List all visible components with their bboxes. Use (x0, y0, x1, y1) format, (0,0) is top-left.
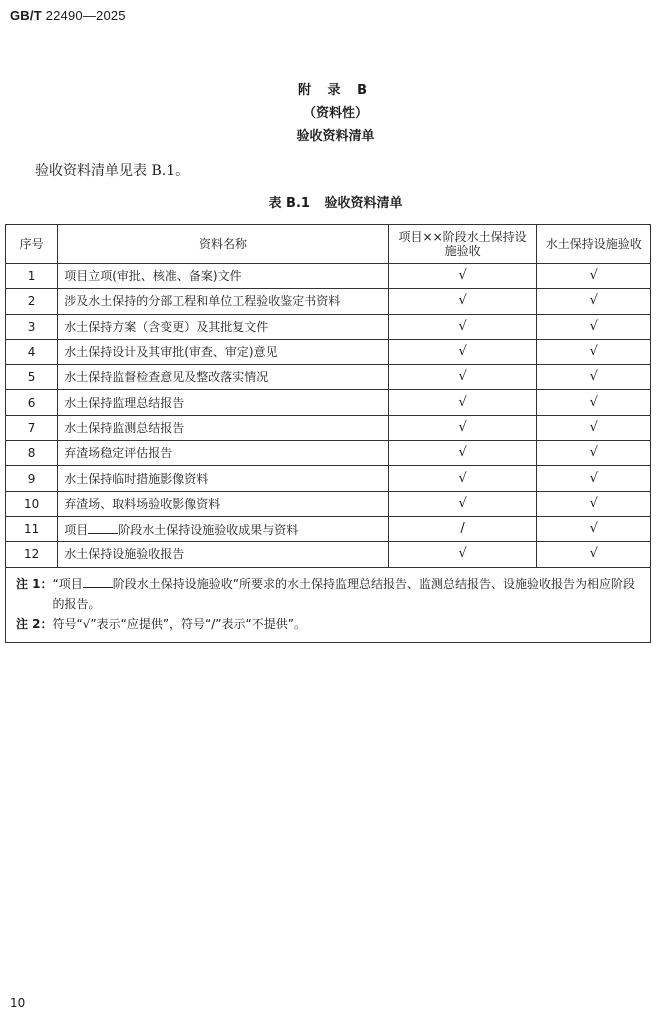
row-name: 弃渣场稳定评估报告 (58, 441, 389, 466)
row-no: 9 (6, 466, 58, 491)
row-stage-mark: √ (388, 289, 537, 314)
row-facility-mark: √ (537, 542, 651, 567)
row-facility-mark: √ (537, 264, 651, 289)
appendix-subtitle: 验收资料清单 (296, 129, 375, 144)
row-name: 水土保持监测总结报告 (58, 415, 389, 440)
table-row (6, 466, 651, 491)
row-stage-mark: √ (388, 390, 537, 415)
standard-code-prefix: GB/T (10, 8, 42, 23)
table-row (6, 542, 651, 567)
note-1-text-after: 阶段水土保持设施验收”所要求的水土保持监理总结报告、监测总结报告、设施验收报告为相应阶段的报告。 (52, 576, 635, 611)
row-name: 水土保持设计及其审批(审查、审定)意见 (58, 339, 389, 364)
row-no: 12 (6, 542, 58, 567)
row-name: 水土保持设施验收报告 (58, 542, 389, 567)
row-facility-mark: √ (537, 339, 651, 364)
row-facility-mark: √ (537, 491, 651, 516)
row-name: 水土保持临时措施影像资料 (58, 466, 389, 491)
row-no: 11 (6, 516, 58, 541)
table-caption-number: 表 B.1 (268, 196, 310, 211)
row-stage-mark: √ (388, 264, 537, 289)
table-caption (0, 192, 671, 211)
row-facility-mark: √ (537, 390, 651, 415)
table-row (6, 339, 651, 364)
table-row (6, 365, 651, 390)
row-stage-mark: √ (388, 339, 537, 364)
row-stage-mark: √ (388, 415, 537, 440)
row-facility-mark: √ (537, 365, 651, 390)
note-2-text: 符号“√”表示“应提供”，符号“/”表示“不提供”。 (52, 616, 306, 631)
row-facility-mark: √ (537, 516, 651, 541)
header-no: 序号 (6, 225, 58, 264)
note-1 (16, 574, 642, 614)
row-no: 8 (6, 441, 58, 466)
table-row (6, 390, 651, 415)
standard-code (10, 8, 126, 23)
note-1-text (53, 574, 642, 614)
blank-underline (83, 576, 113, 588)
note-2-label: 注 2： (16, 616, 53, 631)
row-name: 涉及水土保持的分部工程和单位工程验收鉴定书资料 (58, 289, 389, 314)
table-row (6, 264, 651, 289)
row-name-prefix: 项目 (64, 522, 89, 537)
appendix-title: 附 录 B (298, 83, 373, 98)
row-stage-mark: √ (388, 491, 537, 516)
table-row (6, 314, 651, 339)
row-no: 3 (6, 314, 58, 339)
row-name: 水土保持监督检查意见及整改落实情况 (58, 365, 389, 390)
acceptance-materials-table (5, 224, 651, 643)
row-stage-mark: √ (388, 365, 537, 390)
page-number: 10 (10, 996, 26, 1010)
table-row (6, 415, 651, 440)
row-no: 5 (6, 365, 58, 390)
header-facility-acceptance: 水土保持设施验收 (537, 225, 651, 264)
row-name: 项目立项(审批、核准、备案)文件 (58, 264, 389, 289)
table-row (6, 289, 651, 314)
table-caption-title: 验收资料清单 (324, 196, 403, 211)
row-stage-mark: √ (388, 466, 537, 491)
note-1-label: 注 1： (16, 576, 53, 591)
standard-code-number: 22490—2025 (45, 8, 126, 23)
row-stage-mark: √ (388, 542, 537, 567)
row-name-suffix: 阶段水土保持设施验收成果与资料 (118, 522, 299, 537)
row-facility-mark: √ (537, 441, 651, 466)
row-no: 2 (6, 289, 58, 314)
note-1-text-before: “项目 (52, 576, 83, 591)
table-row (6, 491, 651, 516)
row-name: 水土保持方案（含变更）及其批复文件 (58, 314, 389, 339)
table-row (6, 441, 651, 466)
row-facility-mark: √ (537, 415, 651, 440)
table-header-row (6, 225, 651, 264)
row-no: 7 (6, 415, 58, 440)
blank-underline (88, 522, 118, 534)
row-no: 1 (6, 264, 58, 289)
table-notes (6, 567, 651, 642)
row-stage-mark: √ (388, 314, 537, 339)
intro-text: 验收资料清单见表 B.1。 (35, 163, 190, 179)
row-facility-mark: √ (537, 466, 651, 491)
appendix-nature: （资料性） (302, 106, 368, 121)
table-row (6, 516, 651, 541)
row-stage-mark: / (388, 516, 537, 541)
row-no: 6 (6, 390, 58, 415)
note-2 (16, 614, 642, 634)
row-no: 4 (6, 339, 58, 364)
header-name: 资料名称 (58, 225, 389, 264)
table-notes-row (6, 567, 651, 642)
header-stage-acceptance: 项目××阶段水土保持设施验收 (388, 225, 537, 264)
row-facility-mark: √ (537, 314, 651, 339)
row-name: 水土保持监理总结报告 (58, 390, 389, 415)
row-name: 弃渣场、取料场验收影像资料 (58, 491, 389, 516)
row-facility-mark: √ (537, 289, 651, 314)
row-stage-mark: √ (388, 441, 537, 466)
row-no: 10 (6, 491, 58, 516)
row-name (58, 516, 389, 541)
